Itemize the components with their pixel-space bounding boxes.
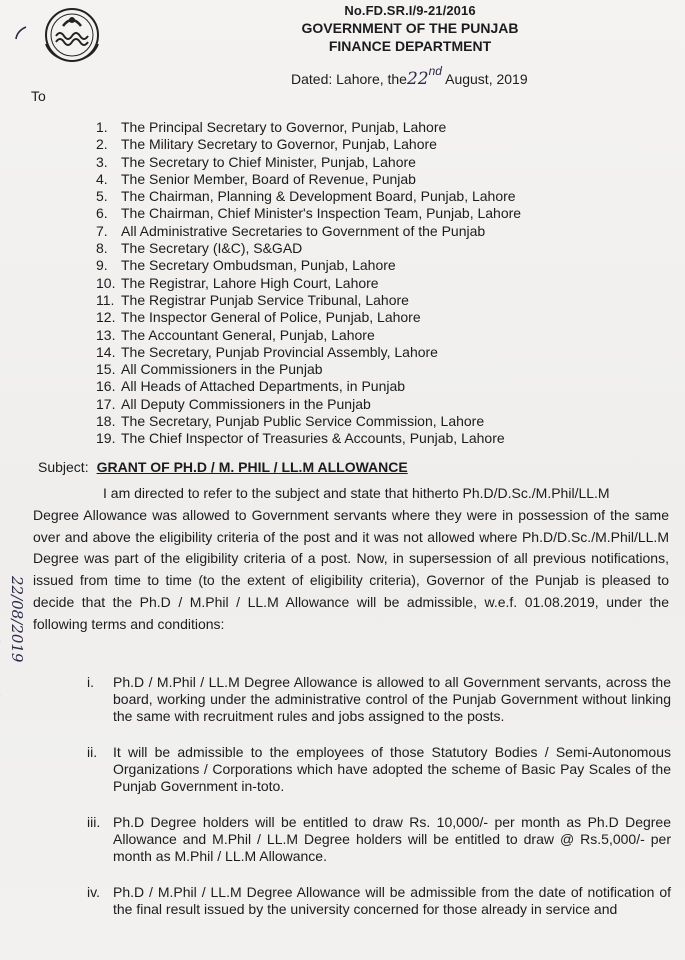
- letterhead: [275, 3, 545, 54]
- dated-day: 22: [406, 69, 429, 89]
- recipient-number: 17.: [96, 395, 116, 412]
- margin-date-text: 22/08/2019: [8, 576, 26, 663]
- recipient-number: 4.: [96, 170, 108, 187]
- recipient-item: [96, 154, 521, 171]
- recipient-number: 16.: [96, 378, 116, 395]
- recipient-item: [96, 327, 521, 344]
- recipient-item: [96, 136, 521, 153]
- handwritten-margin-note: [0, 456, 28, 786]
- condition-text: Ph.D / M.Phil / LL.M Degree Allowance is allowed to all Government servants, across the board, working under the administrative control of the Punjab Government without linking the same with recruitment rules and jobs assigned to the posts.: [113, 674, 671, 724]
- dated-rest: August, 2019: [445, 71, 528, 87]
- recipient-item: [96, 257, 521, 274]
- recipient-text: The Military Secretary to Governor, Punjab, Lahore: [121, 136, 437, 153]
- recipient-item: [96, 344, 521, 361]
- recipient-text: The Secretary, Punjab Provincial Assembly, Lahore: [121, 343, 438, 360]
- recipient-item: [96, 240, 521, 257]
- recipient-item: [96, 396, 521, 413]
- recipient-item: [96, 119, 521, 136]
- condition-text: Ph.D Degree holders will be entitled to draw Rs. 10,000/- per month as Ph.D Degree Allowance and M.Phil / LL.M Degree holders will be entitled to draw @ Rs.5,000/- per month as M.Phil / LL.M Allowance.: [113, 814, 671, 864]
- recipient-text: The Chairman, Planning & Development Board, Punjab, Lahore: [121, 188, 516, 205]
- subject-line: [38, 459, 408, 475]
- recipient-text: All Deputy Commissioners in the Punjab: [121, 395, 371, 412]
- condition-text: It will be admissible to the employees of those Statutory Bodies / Semi-Autonomous Organizations / Corporations which have adopted the scheme of Basic Pay Scales of the Punjab Government in-toto.: [113, 744, 671, 794]
- condition-number: iii.: [87, 814, 101, 830]
- recipient-list: [96, 119, 521, 448]
- recipient-number: 12.: [96, 309, 116, 326]
- to-label: To: [31, 88, 46, 104]
- recipient-text: The Registrar, Lahore High Court, Lahore: [121, 274, 379, 291]
- condition-item: [75, 814, 671, 865]
- punjab-emblem-icon: [36, 6, 108, 64]
- condition-item: [75, 744, 671, 795]
- recipient-item: [96, 205, 521, 222]
- recipient-number: 15.: [96, 361, 116, 378]
- recipient-number: 9.: [96, 257, 108, 274]
- recipient-number: 6.: [96, 205, 108, 222]
- dated-suffix: nd: [428, 64, 442, 78]
- recipient-number: 8.: [96, 240, 108, 257]
- recipient-text: The Secretary, Punjab Public Service Commission, Lahore: [121, 413, 485, 430]
- recipient-item: [96, 413, 521, 430]
- recipient-text: The Chief Inspector of Treasuries & Accounts, Punjab, Lahore: [121, 430, 505, 447]
- recipient-text: All Administrative Secretaries to Government of the Punjab: [121, 222, 486, 239]
- recipient-number: 2.: [96, 136, 108, 153]
- recipient-text: All Heads of Attached Departments, in Punjab: [121, 378, 406, 395]
- dated-line: [291, 64, 528, 89]
- recipient-text: The Senior Member, Board of Revenue, Punjab: [121, 170, 416, 187]
- recipient-number: 1.: [96, 119, 108, 135]
- recipient-item: [96, 188, 521, 205]
- recipient-text: All Commissioners in the Punjab: [121, 361, 323, 378]
- handwritten-mark-icon: [14, 25, 28, 43]
- paragraph-1-first-line: I am directed to refer to the subject and state that hitherto Ph.D/D.Sc./M.Phil/LL.M: [103, 485, 610, 501]
- government-title: GOVERNMENT OF THE PUNJAB: [301, 20, 519, 36]
- condition-number: iv.: [87, 884, 100, 900]
- recipient-text: The Secretary (I&C), S&GAD: [121, 240, 303, 257]
- recipient-number: 3.: [96, 153, 108, 170]
- recipient-item: [96, 223, 521, 240]
- condition-text: Ph.D / M.Phil / LL.M Degree Allowance will be admissible from the date of notification of the final result issued by the university concerned for those already in service and: [113, 884, 671, 917]
- department-title: FINANCE DEPARTMENT: [328, 38, 492, 54]
- recipient-text: The Secretary to Chief Minister, Punjab, Lahore: [121, 153, 416, 170]
- condition-number: i.: [87, 674, 94, 690]
- recipient-number: 14.: [96, 343, 116, 360]
- dated-prefix: Dated: Lahore, the: [291, 71, 407, 87]
- paragraph-1-rest: Degree Allowance was allowed to Government servants where they were in possession of the same over and above the eligibility criteria of the post and it was not allowed where Ph.D/D.Sc./M.Phil/LL.M Degree was part of the eligibility criteria of a post. Now, in supersession of all previous notifications, issued from time to time (to the extent of eligibility criteria), Governor of the Punjab is pleased to decide that the Ph.D / M.Phil / LL.M Allowance will be admissible, w.e.f. 01.08.2019, under the following terms and conditions:: [33, 506, 669, 632]
- recipient-text: The Principal Secretary to Governor, Punjab, Lahore: [121, 119, 447, 135]
- recipient-item: [96, 378, 521, 395]
- conditions-list: [75, 670, 671, 918]
- recipient-item: [96, 361, 521, 378]
- condition-item: [75, 884, 671, 918]
- recipient-text: The Secretary Ombudsman, Punjab, Lahore: [121, 257, 396, 274]
- recipient-item: [96, 430, 521, 447]
- recipient-number: 18.: [96, 413, 116, 430]
- recipient-item: [96, 171, 521, 188]
- recipient-text: The Accountant General, Punjab, Lahore: [121, 326, 375, 343]
- recipient-number: 11.: [96, 291, 115, 308]
- recipient-text: The Chairman, Chief Minister's Inspection Team, Punjab, Lahore: [121, 205, 522, 222]
- condition-number: ii.: [87, 744, 98, 760]
- recipient-text: The Registrar Punjab Service Tribunal, Lahore: [121, 291, 409, 308]
- paragraph-1: [33, 483, 669, 636]
- recipient-item: [96, 309, 521, 326]
- subject-title: GRANT OF PH.D / M. PHIL / LL.M ALLOWANCE: [96, 459, 408, 475]
- subject-label: Subject:: [38, 459, 89, 475]
- recipient-number: 19.: [96, 430, 116, 447]
- reference-number: No.FD.SR.I/9-21/2016: [344, 3, 476, 18]
- recipient-text: The Inspector General of Police, Punjab, Lahore: [121, 309, 421, 326]
- recipient-number: 7.: [96, 222, 108, 239]
- recipient-item: [96, 275, 521, 292]
- recipient-number: 13.: [96, 326, 116, 343]
- recipient-item: [96, 292, 521, 309]
- recipient-number: 10.: [96, 274, 116, 291]
- condition-item: [75, 674, 671, 725]
- recipient-number: 5.: [96, 188, 108, 205]
